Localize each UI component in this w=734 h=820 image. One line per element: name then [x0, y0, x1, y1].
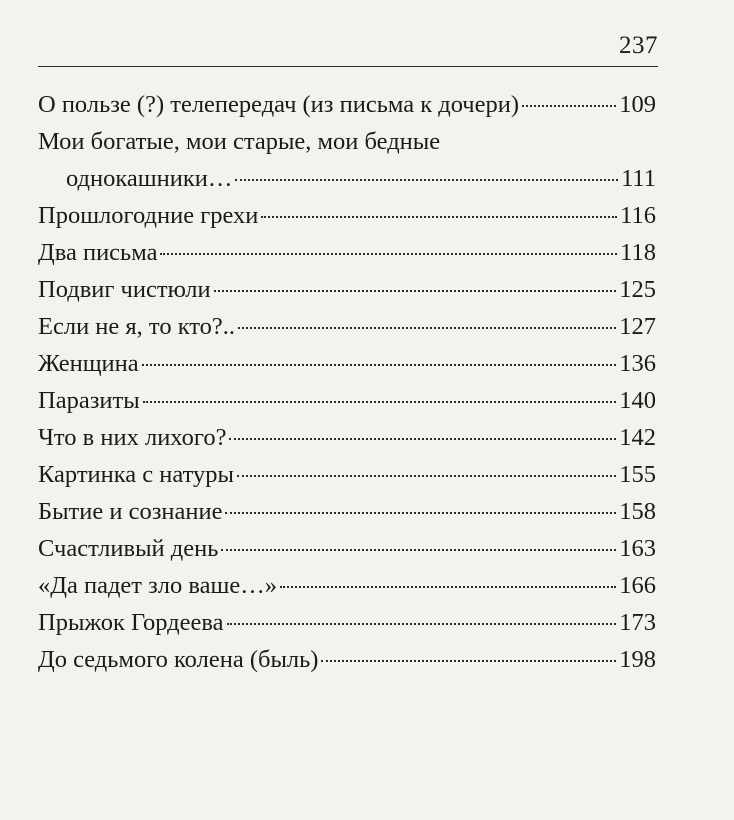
- toc-entry-page: 118: [620, 239, 656, 266]
- toc-entry-title: Счастливый день: [38, 535, 219, 562]
- dot-leader: [142, 364, 617, 366]
- toc-entry-title: Прошлогодние грехи: [38, 202, 259, 229]
- toc-entry: [38, 456, 656, 493]
- toc-entry-title: «Да падет зло ваше…»: [38, 572, 278, 599]
- toc-entry: [38, 86, 656, 123]
- toc-entry-page: 111: [621, 165, 656, 192]
- dot-leader: [235, 179, 618, 181]
- dot-leader: [238, 327, 616, 329]
- toc-entry-title: Что в них лихого?: [38, 424, 227, 451]
- toc-entry: [38, 197, 656, 234]
- toc-entry: [38, 567, 656, 604]
- toc-entry-page: 127: [619, 313, 656, 340]
- toc-entry: [38, 604, 656, 641]
- toc-entry: [38, 530, 656, 567]
- toc-entry: [38, 308, 656, 345]
- dot-leader: [227, 623, 617, 625]
- toc-entry-page: 163: [619, 535, 656, 562]
- toc-entry-page: 136: [619, 350, 656, 377]
- toc-entry-title-line1: Мои богатые, мои старые, мои бедные: [38, 128, 441, 155]
- toc-entry-title: Бытие и сознание: [38, 498, 223, 525]
- toc-entry-page: 198: [619, 646, 656, 673]
- toc-entry-page: 173: [619, 609, 656, 636]
- toc-entry-page: 140: [619, 387, 656, 414]
- dot-leader: [160, 253, 617, 255]
- dot-leader: [522, 105, 616, 107]
- dot-leader: [229, 438, 616, 440]
- toc-entry: [38, 234, 656, 271]
- dot-leader: [143, 401, 617, 403]
- toc-entry-continuation: [38, 160, 656, 197]
- toc-entry-page: 109: [619, 91, 656, 118]
- toc-entry: [38, 641, 656, 678]
- dot-leader: [225, 512, 616, 514]
- toc-entry-title: Подвиг чистюли: [38, 276, 211, 303]
- toc-entry: [38, 345, 656, 382]
- dot-leader: [237, 475, 616, 477]
- toc-entry-page: 125: [619, 276, 656, 303]
- toc-entry-title: До седьмого колена (быль): [38, 646, 319, 673]
- dot-leader: [214, 290, 617, 292]
- toc-entry: [38, 123, 656, 197]
- toc-entry-title: Прыжок Гордеева: [38, 609, 224, 636]
- toc-entry-page: 166: [619, 572, 656, 599]
- dot-leader: [221, 549, 616, 551]
- toc-entry-page: 116: [620, 202, 656, 229]
- toc-entry: [38, 271, 656, 308]
- toc-entry-page: 142: [619, 424, 656, 451]
- toc-entry-title: Картинка с натуры: [38, 461, 234, 488]
- toc-entry-page: 155: [619, 461, 656, 488]
- toc-entry-title: Женщина: [38, 350, 139, 377]
- dot-leader: [321, 660, 616, 662]
- toc-entry: [38, 493, 656, 530]
- dot-leader: [261, 216, 617, 218]
- toc-entry-title: Два письма: [38, 239, 158, 266]
- toc-entry-title: однокашники…: [66, 165, 233, 192]
- page-header: [38, 32, 658, 67]
- page-number: 237: [619, 32, 658, 59]
- table-of-contents: [38, 86, 656, 678]
- toc-entry-title: Если не я, то кто?..: [38, 313, 236, 340]
- toc-entry: [38, 419, 656, 456]
- toc-entry-page: 158: [619, 498, 656, 525]
- toc-entry-title: О пользе (?) телепередач (из письма к дочери): [38, 91, 520, 118]
- toc-entry-title: Паразиты: [38, 387, 140, 414]
- dot-leader: [280, 586, 616, 588]
- toc-entry: [38, 382, 656, 419]
